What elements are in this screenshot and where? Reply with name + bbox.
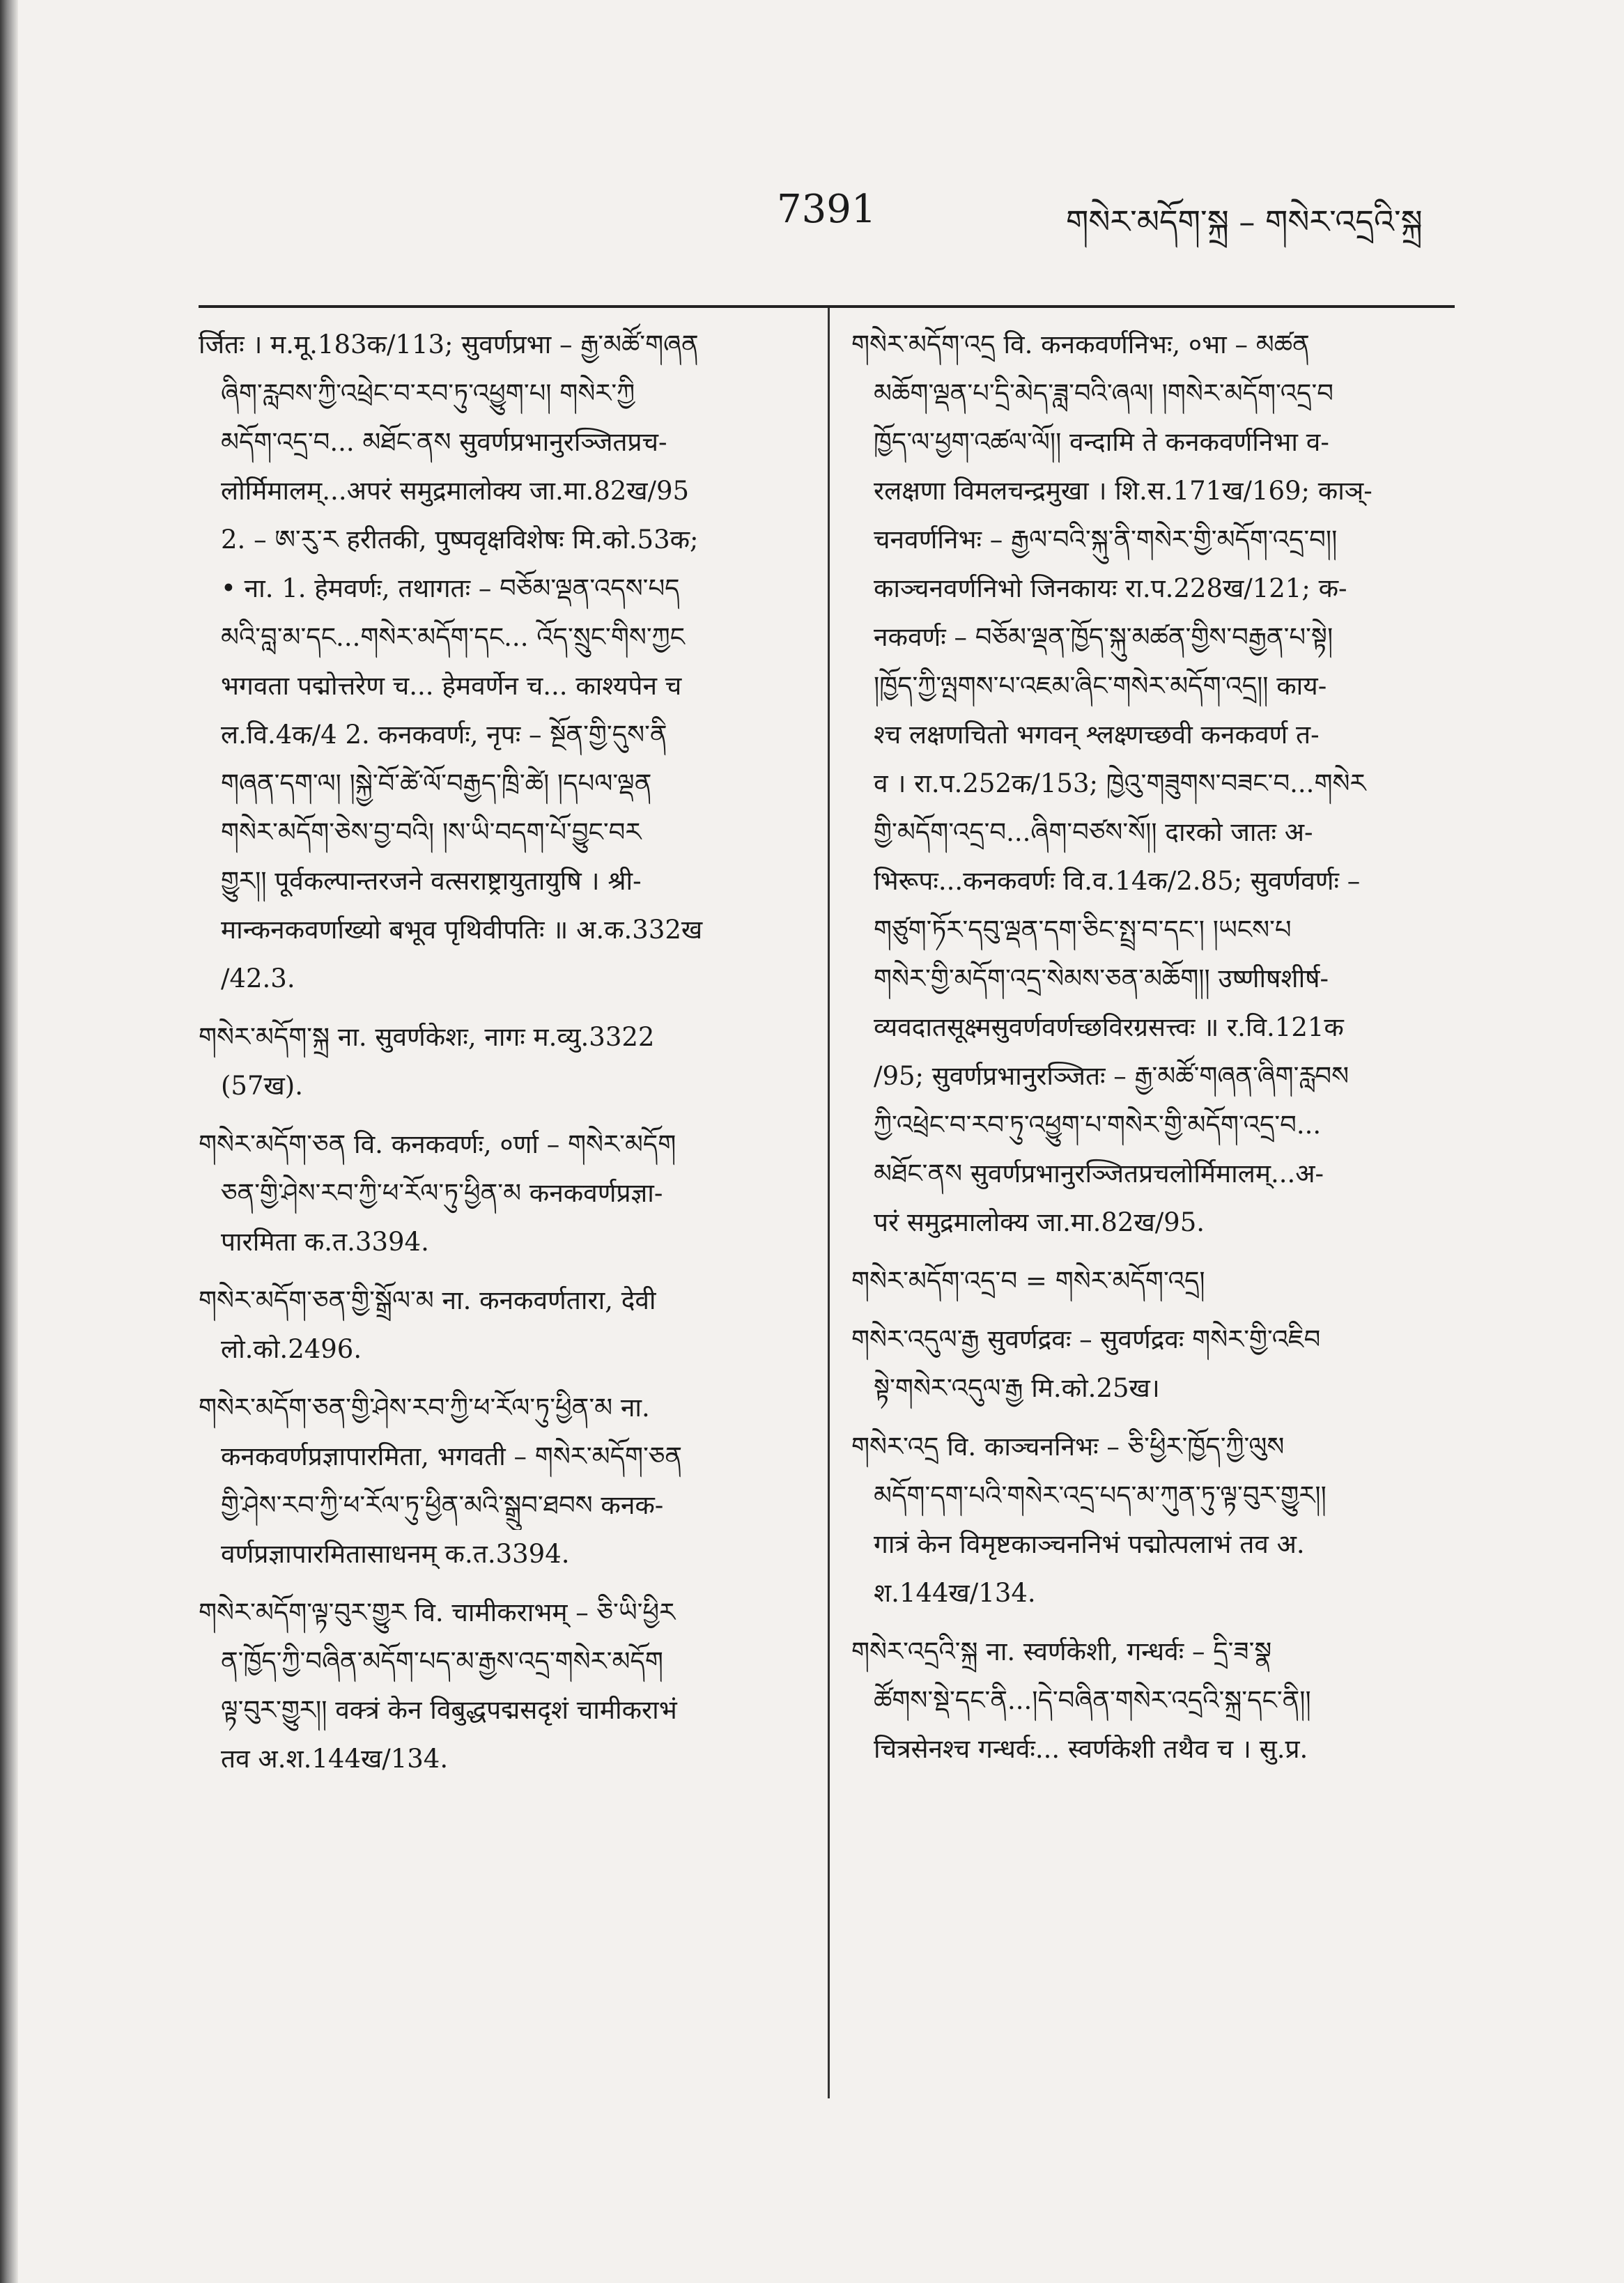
entry-line: गात्रं केन विमृष्टकाञ्चननिभं पद्मोत्पलाभं तव अ.	[874, 1529, 1305, 1559]
dictionary-entry	[199, 1120, 805, 1267]
entry-line: लो.को.2496.	[221, 1334, 362, 1364]
dictionary-entry	[851, 1627, 1457, 1774]
entry-line: གསེར་འདྲའི་སྐྲ ना. स्वर्णकेशी, गन्धर्वः – དྲི་ཟ་སྣ	[851, 1636, 1272, 1666]
entry-line: 2. – ཨ་རུ་ར हरीतकी, पुष्पवृक्षविशेषः मि.को.53क;	[221, 525, 699, 555]
entry-line: वर्णप्रज्ञापारमितासाधनम् क.त.3394.	[221, 1539, 570, 1569]
entry-line: མཐོང་ནས सुवर्णप्रभानुरञ्जितप्रचलोर्मिमालम्...अ-	[874, 1159, 1324, 1189]
entry-line: གསེར་མདོག་ཅན་གྱི་སྒྲོལ་མ ना. कनकवर्णतारा, देवी	[199, 1285, 656, 1315]
entry-line: གསེར་མདོག་ཅན་གྱི་ཤེས་རབ་ཀྱི་ཕ་རོལ་ཏུ་ཕྱིན་མ ना.	[199, 1393, 650, 1423]
dictionary-entry	[199, 1013, 805, 1110]
entry-line: र्जितः । म.मू.183क/113; सुवर्णप्रभा – རྒྱ་མཚོ་གཞན	[199, 330, 699, 359]
entry-line: གསེར་མདོག་ཅན वि. कनकवर्णः, ०र्णा – གསེར་མདོག	[199, 1129, 676, 1159]
entry-line: /42.3.	[221, 963, 295, 993]
entry-line: གསེར་མདོག་ཅེས་བྱ་བའི། །ས་ཡི་བདག་པོ་བྱུང་བར	[221, 817, 642, 847]
entry-line: लोर्मिमालम्...अपरं समुद्रमालोक्य जा.मा.82ख/95	[221, 476, 690, 506]
entry-line: ན་ཁྱོད་ཀྱི་བཞིན་མདོག་པད་མ་རྒྱས་འདྲ་གསེར་མདོག	[221, 1646, 663, 1676]
entry-line: चनवर्णनिभः – རྒྱལ་བའི་སྐུ་ནི་གསེར་གྱི་མདོག་འདྲ་བ།།	[874, 525, 1338, 555]
entry-line: परं समुद्रमालोक्य जा.मा.82ख/95.	[874, 1207, 1205, 1237]
entry-line: གྱི་ཤེས་རབ་ཀྱི་ཕ་རོལ་ཏུ་ཕྱིན་མའི་སྒྲུབ་ཐབས कनक-	[221, 1490, 664, 1520]
entry-line: གསེར་གྱི་མདོག་འདྲ་སེམས་ཅན་མཆོག།། उष्णीषशीर्ष-	[874, 963, 1329, 993]
entry-line: གྱི་མདོག་འདྲ་བ...ཞིག་བཙས་སོ།། दारको जातः अ-	[874, 817, 1313, 847]
dictionary-entry	[199, 320, 805, 1003]
entry-line: ल.वि.4क/4 2. कनकवर्णः, नृपः – སྔོན་གྱི་དུས་ནི	[221, 720, 667, 750]
entry-line: གཙུག་ཏོར་དབུ་ལྡན་དག་ཅིང་སྤྲ་བ་དང་། །ཡངས་པ	[874, 915, 1292, 945]
entry-line: ཅན་གྱི་ཤེས་རབ་ཀྱི་ཕ་རོལ་ཏུ་ཕྱིན་མ कनकवर्णप्रज्ञा-	[221, 1178, 663, 1208]
column-divider	[828, 308, 830, 2098]
entry-line: मान्कनकवर्णाख्यो बभूव पृथिवीपतिः ॥ अ.क.332ख	[221, 915, 703, 945]
dictionary-entry	[851, 320, 1457, 1247]
entry-line: གསེར་འདུལ་རྒྱ सुवर्णद्रवः – सुवर्णद्रवः གསེར་གྱི་འཇིབ	[851, 1324, 1321, 1354]
entry-line: མའི་བླ་མ་དང...གསེར་མདོག་དང... འོད་སྲུང་གིས་ཀྱང	[221, 622, 686, 652]
dictionary-entry	[199, 1276, 805, 1374]
entry-line: व । रा.प.252क/153; ཁྱེའུ་གཟུགས་བཟང་བ...གསེར	[874, 768, 1366, 798]
entry-line: གསེར་མདོག་སྐྲ ना. सुवर्णकेशः, नागः म.व्यु.3322	[199, 1022, 655, 1052]
entry-line: नकवर्णः – བཅོམ་ལྡན་ཁྱོད་སྐུ་མཚན་གྱིས་བརྒྱན་པ་སྟེ།	[874, 622, 1333, 652]
entry-line: མདོག་དག་པའི་གསེར་འདྲ་པད་མ་ཀུན་ཏུ་ལྟ་བུར་གྱུར།།	[874, 1480, 1327, 1510]
entry-line: གསེར་མདོག་འདྲ་བ = གསེར་མདོག་འདྲ།	[851, 1266, 1205, 1296]
entry-line: གཞན་དག་ལ། །སྐྱེ་བོ་ཚེ་ལོ་བརྒྱད་ཁྲི་ཚེ། །དཔལ་ལྡན	[221, 768, 652, 798]
entry-line: श्च लक्षणचितो भगवन् श्लक्ष्णच्छवी कनकवर्ण त-	[874, 720, 1320, 750]
dictionary-entry	[851, 1257, 1457, 1306]
page-edge	[0, 0, 18, 2283]
entry-line: གསེར་འདྲ वि. काञ्चननिभः – ཅི་ཕྱིར་ཁྱོད་ཀྱི་ལུས	[851, 1432, 1285, 1462]
entry-line: སྟེ་གསེར་འདུལ་རྒྱ मि.को.25ख।	[874, 1373, 1160, 1403]
entry-line: भगवता पद्मोत्तरेण च... हेमवर्णेन च... काश्यपेन च	[221, 671, 682, 701]
entry-line: ལྟ་བུར་གྱུར།། वक्त्रं केन विबुद्धपद्मसदृशं चामीकराभं	[221, 1695, 677, 1725]
entry-line: ཁྱོད་ལ་ཕྱག་འཚལ་ལོ།། वन्दामि ते कनकवर्णनिभा व-	[874, 427, 1329, 457]
entry-line: མཆོག་ལྡན་པ་དྲི་མེད་ཟླ་བའི་ཞལ། །གསེར་མདོག་འདྲ་བ	[874, 378, 1333, 408]
entry-line: कनकवर्णप्रज्ञापारमिता, भगवती – གསེར་མདོག་ཅན	[221, 1441, 683, 1471]
entry-line: व्यवदातसूक्ष्मसुवर्णवर्णच्छविरग्रसत्त्वः ॥ र.वि.121क	[874, 1012, 1344, 1042]
right-column	[851, 320, 1457, 1783]
dictionary-entry	[851, 1315, 1457, 1413]
entry-line: (57ख).	[221, 1071, 303, 1101]
entry-line: काञ्चनवर्णनिभो जिनकायः रा.प.228ख/121; क-	[874, 573, 1347, 603]
entry-line: /95; सुवर्णप्रभानुरञ्जितः – རྒྱ་མཚོ་གཞན་ཞིག་རླབས	[874, 1061, 1350, 1091]
entry-line: གྱུར།། पूर्वकल्पान्तरजने वत्सराष्ट्रायुतायुषि । श्री-	[221, 866, 642, 896]
entry-line: • ना. 1. हेमवर्णः, तथागतः – བཅོམ་ལྡན་འདས་པད	[221, 573, 680, 603]
entry-line: ཚོགས་སྡེ་དང་ནི...།དེ་བཞིན་གསེར་འདྲའི་སྐྲ་དང་ནི།།	[874, 1685, 1311, 1715]
entry-line: पारमिता क.त.3394.	[221, 1227, 429, 1257]
running-head: གསེར་མདོག་སྐྲ – གསེར་འདྲའི་སྐྲ	[1066, 203, 1423, 240]
dictionary-entry	[199, 1588, 805, 1783]
entry-line: གསེར་མདོག་ལྟ་བུར་གྱུར वि. चामीकराभम् – ཅི་ཡི་ཕྱིར	[199, 1597, 676, 1627]
entry-line: ཀྱི་འཕྲེང་བ་རབ་ཏུ་འཕྱུག་པ་གསེར་གྱི་མདོག་འདྲ་བ...	[874, 1110, 1322, 1140]
entry-line: भिरूपः...कनकवर्णः वि.व.14क/2.85; सुवर्णवर्णः –	[874, 866, 1361, 896]
dictionary-entry	[199, 1384, 805, 1579]
entry-line: ཞིག་རླབས་ཀྱི་འཕྲེང་བ་རབ་ཏུ་འཕྱུག་པ། གསེར་ཀྱི	[221, 378, 635, 408]
left-column	[199, 320, 805, 1793]
header-rule	[199, 305, 1455, 308]
entry-line: रलक्षणा विमलचन्द्रमुखा । शि.स.171ख/169; काञ्-	[874, 476, 1372, 506]
dictionary-entry	[851, 1423, 1457, 1618]
entry-line: चित्रसेनश्च गन्धर्वः... स्वर्णकेशी तथैव च । सु.प्र.	[874, 1734, 1308, 1764]
entry-line: श.144ख/134.	[874, 1578, 1036, 1608]
entry-line: तव अ.श.144ख/134.	[221, 1744, 449, 1774]
entry-line: །ཁྱོད་ཀྱི་ལྤགས་པ་འཇམ་ཞིང་གསེར་མདོག་འདྲ།། काय-	[874, 671, 1327, 701]
entry-line: མདོག་འདྲ་བ... མཐོང་ནས सुवर्णप्रभानुरञ्जितप्रच-	[221, 427, 667, 457]
entry-line: གསེར་མདོག་འདྲ वि. कनकवर्णनिभः, ०भा – མཚན	[851, 330, 1310, 359]
page-number: 7391	[777, 187, 876, 232]
